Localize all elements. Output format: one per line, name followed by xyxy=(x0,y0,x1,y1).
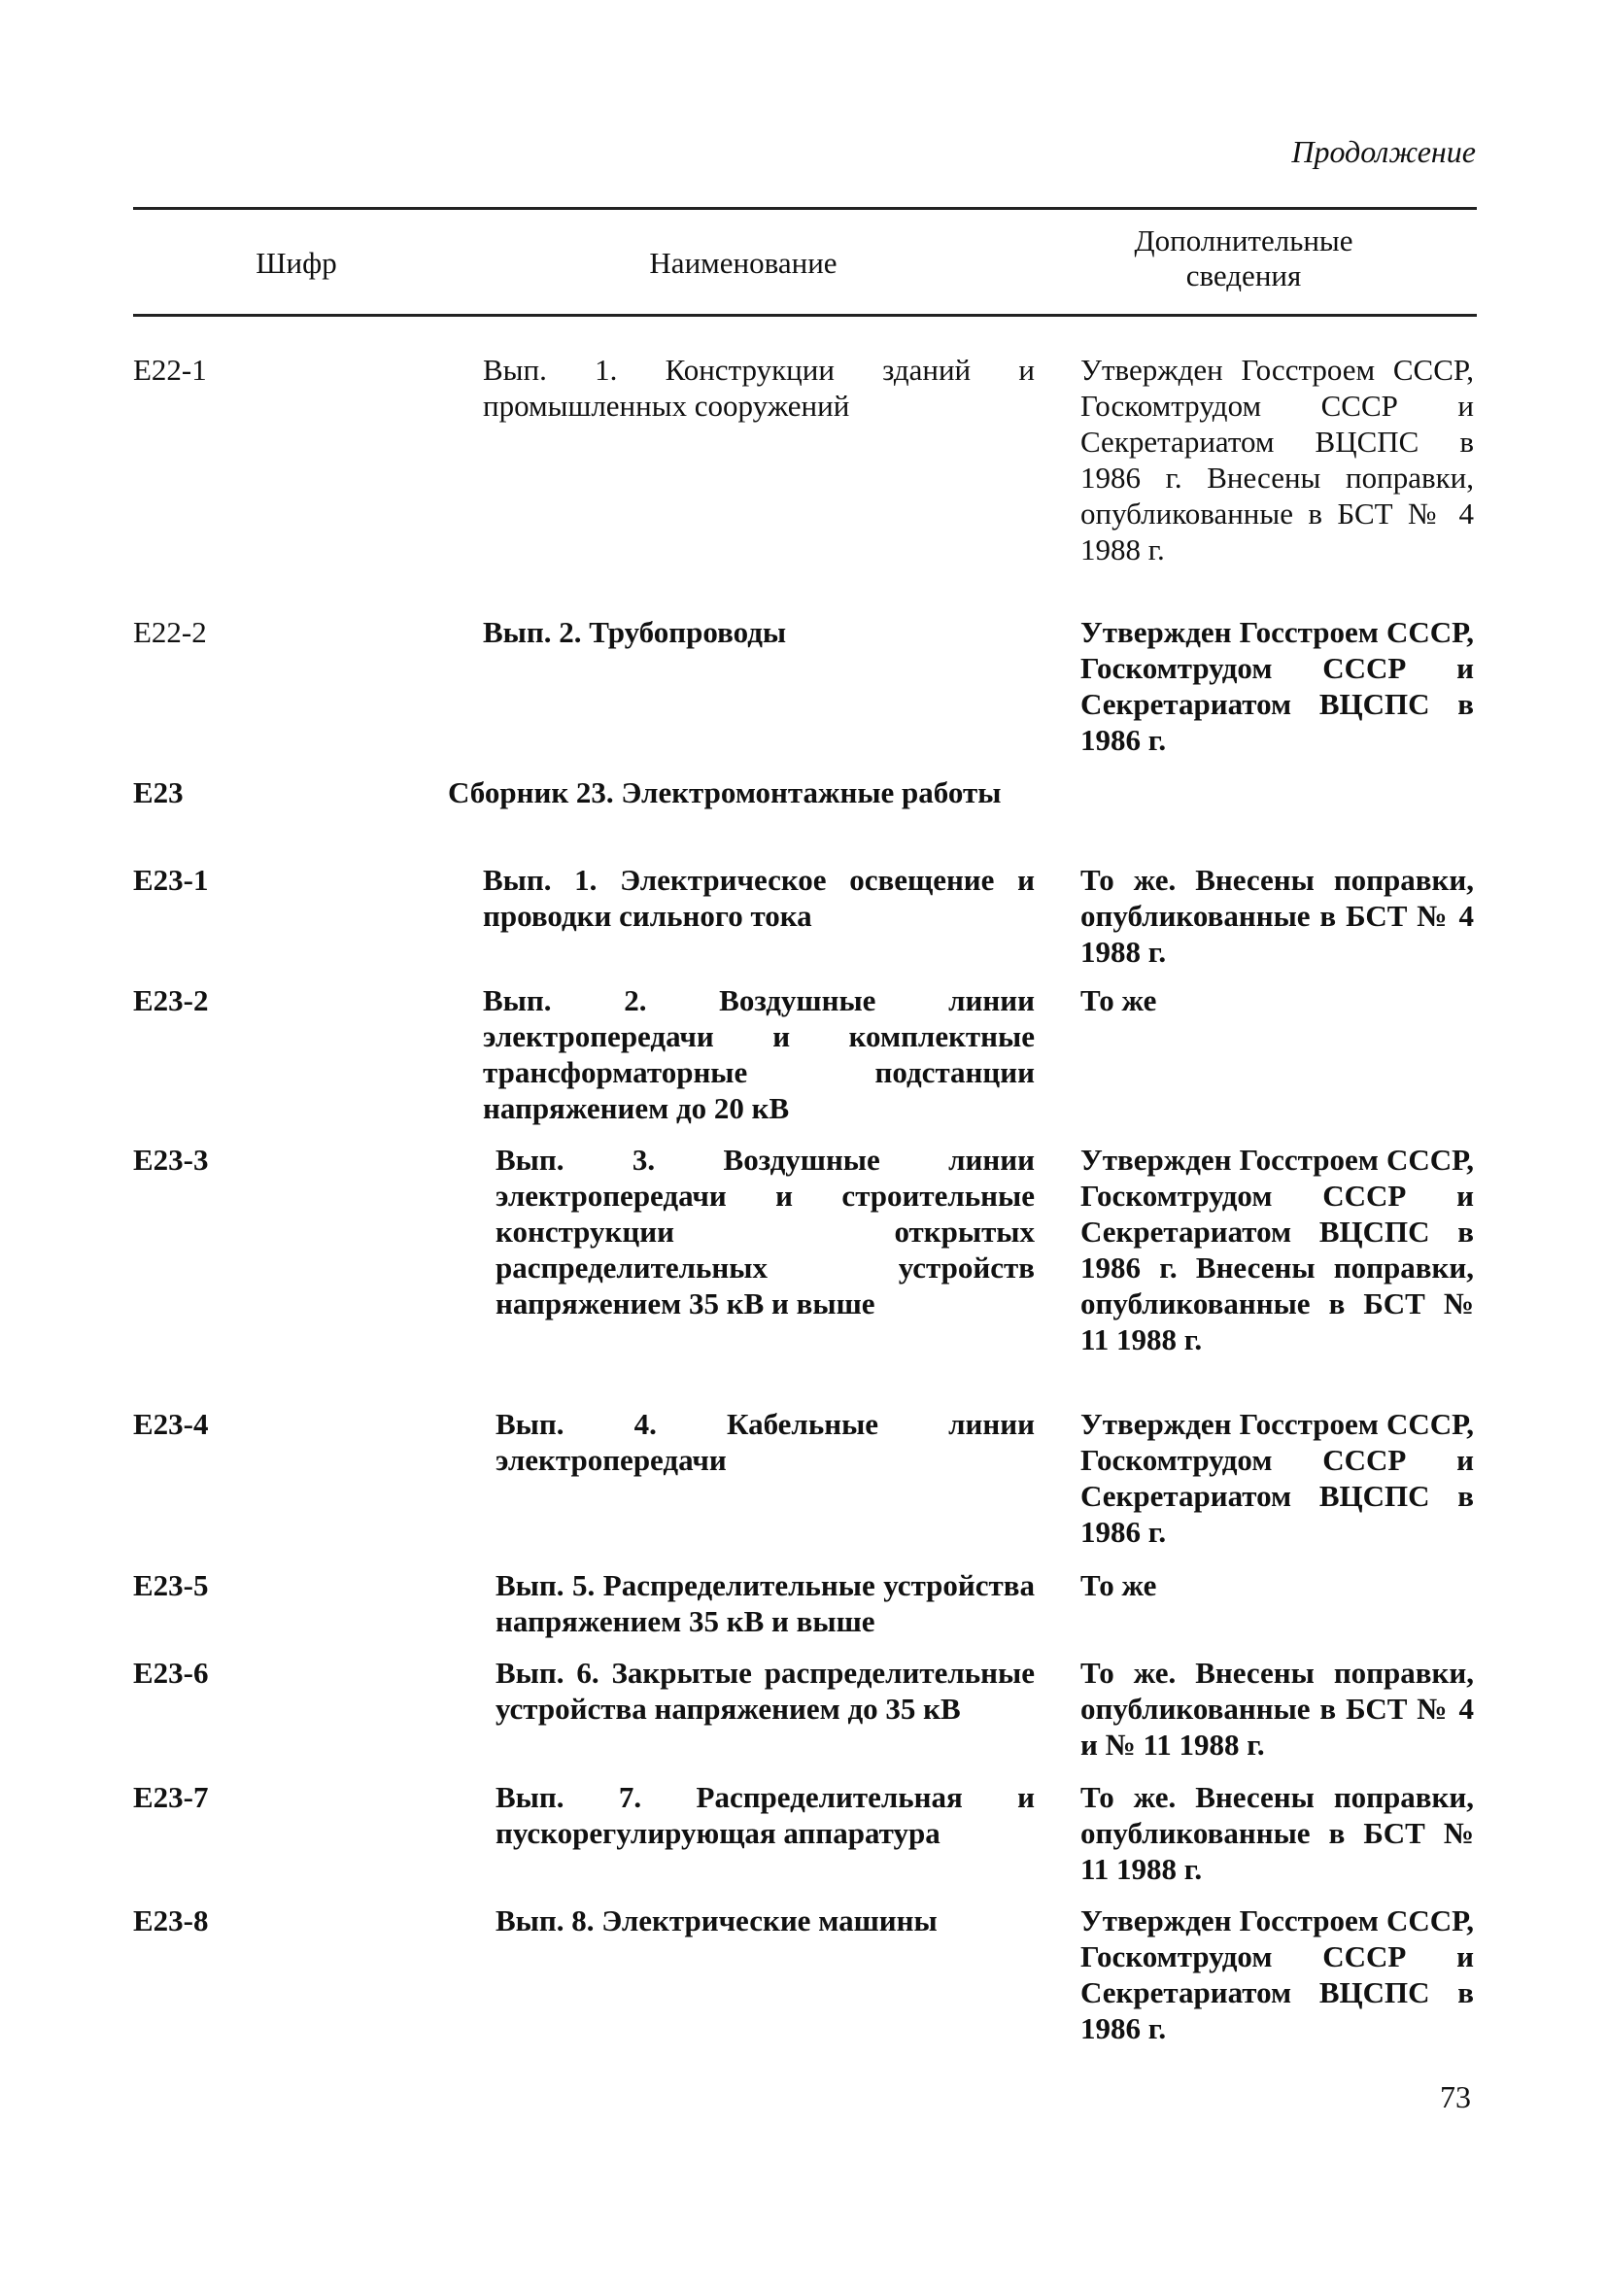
row-notes: Утвержден Госстроем СССР, Госкомтрудом СССР и Секретариатом ВЦСПС в 1986 г. xyxy=(1080,1903,1474,2045)
column-header-name: Наименование xyxy=(649,246,838,280)
row-notes: То же. Внесены поправки, опубликованные в БСТ № 4 1988 г. xyxy=(1080,863,1474,969)
row-notes: То же xyxy=(1080,1568,1157,1602)
row-name: Вып. 6. Закрытые распределительные устройства напряжением до 35 кВ xyxy=(496,1656,1035,1726)
column-header-notes-line2: сведения xyxy=(1185,258,1302,292)
row-code: Е23-8 xyxy=(133,1903,209,1937)
row-notes: То же. Внесены поправки, опубликованные в БСТ № 11 1988 г. xyxy=(1080,1780,1474,1886)
row-name: Вып. 4. Кабельные линии электропередачи xyxy=(496,1407,1035,1477)
row-code: Е23 xyxy=(133,775,184,809)
column-header-notes-line1: Дополнительные xyxy=(1134,223,1353,257)
row-code: Е23-1 xyxy=(133,863,209,897)
row-notes: Утвержден Госстроем СССР, Госкомтрудом СССР и Секретариатом ВЦСПС в 1986 г. xyxy=(1080,1407,1474,1549)
column-header-notes xyxy=(1049,223,1438,293)
row-name: Вып. 8. Электрические машины xyxy=(496,1903,938,1937)
row-code: Е23-3 xyxy=(133,1143,209,1177)
row-code: Е23-5 xyxy=(133,1568,209,1602)
row-name: Вып. 5. Распределительные устройства напряжением 35 кВ и выше xyxy=(496,1568,1035,1638)
row-code: Е23-2 xyxy=(133,983,209,1017)
row-name: Вып. 2. Трубопроводы xyxy=(483,615,787,649)
row-code: Е22-2 xyxy=(133,615,207,649)
row-code: Е23-4 xyxy=(133,1407,209,1441)
row-notes: То же. Внесены поправки, опубликованные в БСТ № 4 и № 11 1988 г. xyxy=(1080,1656,1474,1762)
continuation-label: Продолжение xyxy=(1291,134,1476,169)
row-notes: Утвержден Госстроем СССР, Госкомтрудом СССР и Секретариатом ВЦСПС в 1986 г. Внесены поправки, опубликованные в БСТ № 4 1988 г. xyxy=(1080,353,1474,566)
page-number: 73 xyxy=(1440,2079,1471,2114)
row-name: Вып. 3. Воздушные линии электропередачи и строительные конструкции открытых распределительных устройств напряжением 35 кВ и выше xyxy=(496,1143,1035,1320)
row-name: Вып. 7. Распределительная и пускорегулирующая аппаратура xyxy=(496,1780,1035,1850)
row-name: Сборник 23. Электромонтажные работы xyxy=(448,775,1002,809)
row-notes: Утвержден Госстроем СССР, Госкомтрудом СССР и Секретариатом ВЦСПС в 1986 г. Внесены поправки, опубликованные в БСТ № 11 1988 г. xyxy=(1080,1143,1474,1356)
table-header-rule xyxy=(133,314,1477,317)
row-notes: То же xyxy=(1080,983,1157,1017)
row-name: Вып. 1. Конструкции зданий и промышленных сооружений xyxy=(483,353,1035,423)
row-code: Е22-1 xyxy=(133,353,207,387)
row-code: Е23-6 xyxy=(133,1656,209,1690)
table-top-rule xyxy=(133,207,1477,210)
row-code: Е23-7 xyxy=(133,1780,209,1814)
row-notes: Утвержден Госстроем СССР, Госкомтрудом СССР и Секретариатом ВЦСПС в 1986 г. xyxy=(1080,615,1474,757)
column-header-code: Шифр xyxy=(256,246,337,280)
row-name: Вып. 1. Электрическое освещение и проводки сильного тока xyxy=(483,863,1035,933)
row-name: Вып. 2. Воздушные линии электропередачи и комплектные трансформаторные подстанции напряжением до 20 кВ xyxy=(483,983,1035,1125)
